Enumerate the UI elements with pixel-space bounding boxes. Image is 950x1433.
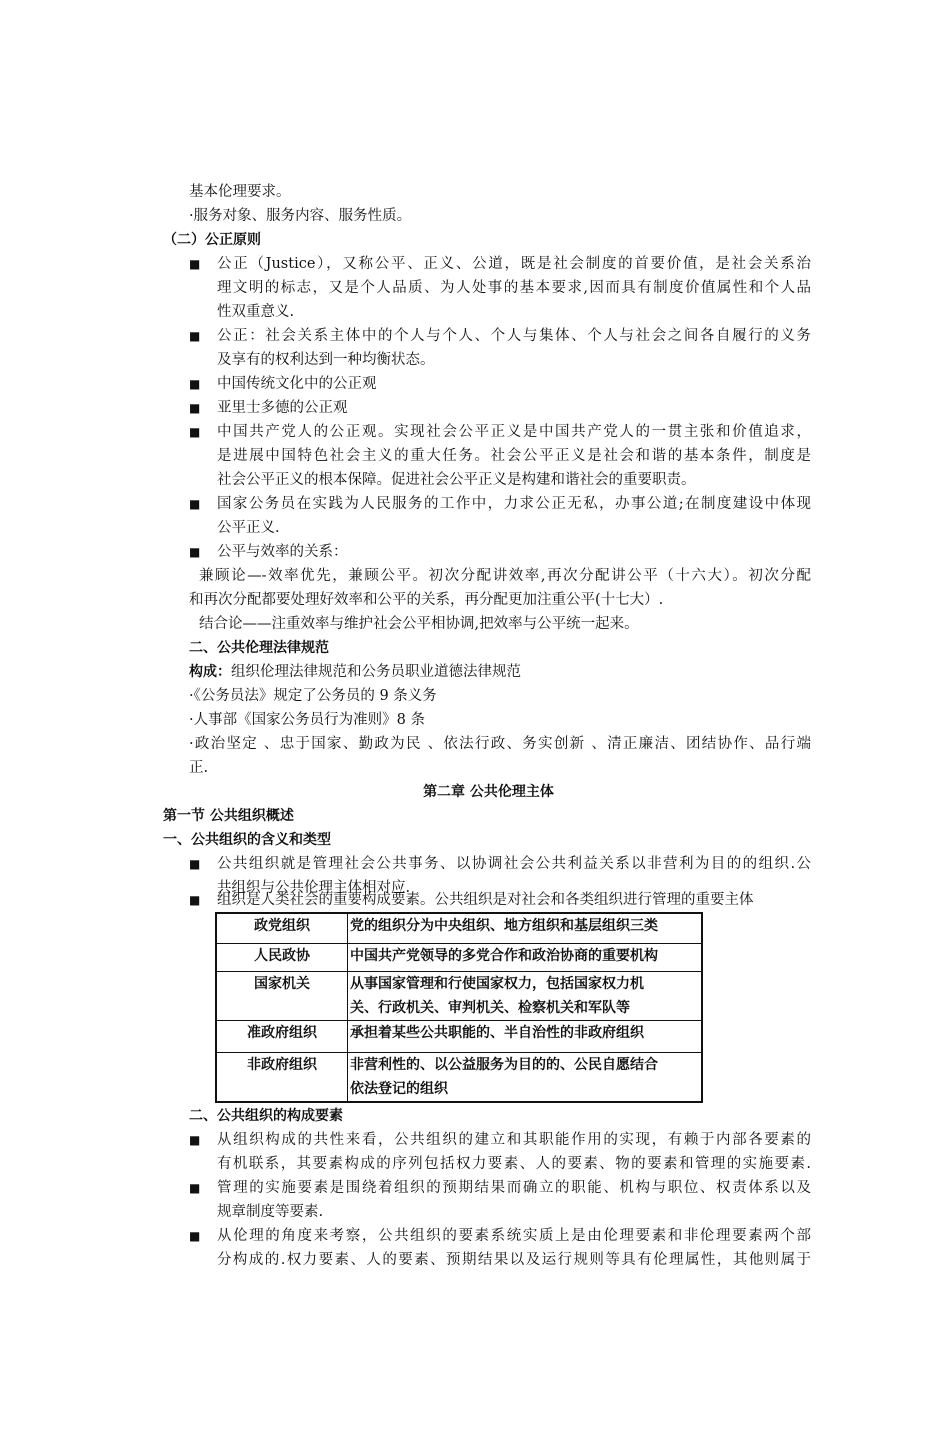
org-types-table-body [216, 913, 702, 1102]
bullet-text: 有机联系，其要素构成的序列包括权力要素、人的要素、物的要素和管理的实施要素. [217, 1156, 811, 1172]
org-type-description [348, 913, 703, 943]
chapter-title: 第二章 公共伦理主体 [423, 784, 554, 800]
bullet-square-icon: ■ [189, 1181, 201, 1195]
table-row [216, 1020, 702, 1052]
bullet-text: 公共组织就是管理社会公共事务、以协调社会公共利益关系以非营利为目的的组织.公 [217, 856, 811, 872]
paragraph-line: 结合论——注重效率与维护社会公平相协调,把效率与公平统一起来。 [199, 616, 639, 632]
bullet-text: 亚里士多德的公正观 [217, 400, 348, 416]
bullet-square-icon: ■ [189, 377, 201, 391]
bullet-text: 中国共产党人的公正观。实现社会公平正义是中国共产党人的一贯主张和价值追求， [217, 424, 811, 440]
section-heading: 二、公共伦理法律规范 [189, 640, 329, 656]
section-heading: 一、公共组织的含义和类型 [163, 832, 331, 848]
description-line: 党的组织分为中央组织、地方组织和基层组织三类 [350, 918, 658, 934]
org-types-table [215, 912, 703, 1103]
description-line: 中国共产党领导的多党合作和政治协商的重要机构 [350, 947, 658, 964]
bullet-text: 公正：社会关系主体中的个人与个人、个人与集体、个人与社会之间各自履行的义务 [217, 328, 811, 344]
bullet-text: 从伦理的角度来考察，公共组织的要素系统实质上是由伦理要素和非伦理要素两个部 [217, 1228, 811, 1244]
composition-text: 组织伦理法律规范和公务员职业道德法律规范 [231, 664, 521, 680]
composition-label: 构成： [189, 664, 231, 680]
bullet-text: 从组织构成的共性来看，公共组织的建立和其职能作用的实现，有赖于内部各要素的 [217, 1132, 811, 1148]
paragraph-line: 兼顾论—-效率优先，兼顾公平。初次分配讲效率,再次分配讲公平（十六大）。初次分配 [199, 568, 811, 584]
bullet-square-icon: ■ [189, 257, 201, 271]
description-line: 依法登记的组织 [350, 1080, 448, 1097]
paragraph-line: ·服务对象、服务内容、服务性质。 [189, 208, 412, 224]
paragraph-line: 正. [189, 760, 209, 776]
bullet-text: 分构成的.权力要素、人的要素、预期结果以及运行规则等具有伦理属性，其他则属于 [217, 1252, 811, 1268]
org-type-description [348, 943, 703, 971]
bullet-text: 性双重意义. [217, 304, 295, 320]
table-row [216, 943, 702, 971]
description-line: 非营利性的、以公益服务为目的的、公民自愿结合 [350, 1056, 658, 1073]
paragraph-line: ·《公务员法》规定了公务员的 9 条义务 [189, 688, 437, 704]
org-type-name: 人民政协 [216, 943, 348, 971]
bullet-text: 公平正义. [217, 520, 280, 536]
bullet-square-icon: ■ [189, 545, 201, 559]
org-type-name: 国家机关 [216, 971, 348, 1020]
org-type-name: 非政府组织 [216, 1052, 348, 1102]
bullet-square-icon: ■ [189, 401, 201, 415]
table-row [216, 971, 702, 1020]
org-type-description [348, 1020, 703, 1052]
bullet-square-icon: ■ [189, 329, 201, 343]
bullet-text: 理文明的标志，又是个人品质、为人处事的基本要求,因而具有制度价值属性和个人品 [217, 280, 811, 296]
bullet-text: 及享有的权利达到一种均衡状态。 [217, 352, 435, 368]
paragraph-line [189, 660, 521, 684]
paragraph-line: ·人事部《国家公务员行为准则》8 条 [189, 712, 425, 728]
description-line: 关、行政机关、审判机关、检察机关和军队等 [350, 999, 630, 1016]
bullet-text: 规章制度等要素. [217, 1204, 324, 1220]
bullet-text: 公平与效率的关系： [217, 544, 348, 560]
table-row [216, 1052, 702, 1102]
bullet-text: 社会公平正义的根本保障。促进社会公平正义是构建和谐社会的重要职责。 [217, 472, 696, 488]
section-title: 第一节 公共组织概述 [163, 808, 294, 824]
description-line: 从事国家管理和行使国家权力，包括国家权力机 [350, 975, 644, 992]
paragraph-line: ·政治坚定 、忠于国家、勤政为民 、依法行政、务实创新 、清正廉洁、团结协作、品行端 [189, 736, 811, 752]
bullet-text: 公正（Justice），又称公平、正义、公道，既是社会制度的首要价值，是社会关系治 [217, 256, 811, 272]
bullet-square-icon: ■ [189, 1229, 201, 1243]
bullet-text: 国家公务员在实践为人民服务的工作中，力求公正无私，办事公道;在制度建设中体现 [217, 496, 811, 512]
paragraph-line: 基本伦理要求。 [189, 184, 291, 200]
org-type-description [348, 1052, 703, 1102]
table-row [216, 913, 702, 943]
description-line: 承担着某些公共职能的、半自治性的非政府组织 [350, 1024, 644, 1041]
bullet-text: 管理的实施要素是围绕着组织的预期结果而确立的职能、机构与职位、权责体系以及 [217, 1180, 811, 1196]
org-type-description [348, 971, 703, 1020]
bullet-text: 共组织与公共伦理主体相对应. [217, 880, 411, 896]
org-type-name: 政党组织 [216, 913, 348, 943]
section-heading: 二、公共组织的构成要素 [189, 1108, 343, 1124]
section-heading: （二）公正原则 [163, 232, 261, 248]
paragraph-line: 和再次分配都要处理好效率和公平的关系，再分配更加注重公平(十七大）. [189, 592, 664, 608]
bullet-square-icon: ■ [189, 1133, 201, 1147]
bullet-text: 中国传统文化中的公正观 [217, 376, 377, 392]
bullet-square-icon: ■ [189, 425, 201, 439]
bullet-square-icon: ■ [189, 893, 201, 907]
bullet-text: 组织是人类社会的重要构成要素。公共组织是对社会和各类组织进行管理的重要主体 [217, 892, 754, 908]
bullet-text: 是进展中国特色社会主义的重大任务。社会公平正义是社会和谐的基本条件，制度是 [217, 448, 811, 464]
bullet-square-icon: ■ [189, 857, 201, 871]
bullet-square-icon: ■ [189, 497, 201, 511]
org-type-name: 准政府组织 [216, 1020, 348, 1052]
